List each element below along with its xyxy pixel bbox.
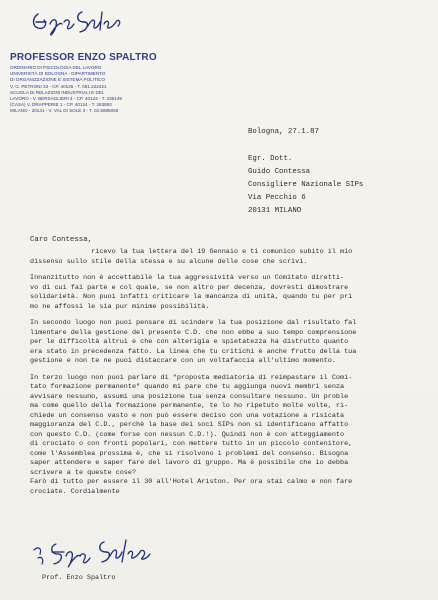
- text-line: era stato in precedenza fatto. La linea che tu critichi è anche frutto della tua: [30, 347, 357, 356]
- text-line: con questo C.D. (come forse con nessun C.D.!). Quindi non è con atteggiamento: [30, 430, 345, 439]
- letter-paragraph: [30, 274, 430, 312]
- text-line: scrivere a te queste cose?: [30, 468, 137, 477]
- letterhead-details: [10, 65, 150, 115]
- text-line: vo di cui fai parte e col quale, se non altro per decenza, dovresti dimostrare: [30, 283, 349, 292]
- letterhead-line: UNIVERSITÀ DI BOLOGNA - DIPARTIMENTO: [10, 71, 106, 77]
- letterhead-line: (CASA) V. DRAPPERIE 1 - CP. 40124 - T. 263892: [10, 102, 112, 108]
- address-line: Consigliere Nazionale SIPs: [248, 181, 364, 189]
- handwritten-signature-header: [30, 4, 130, 44]
- letter-date: Bologna, 27.1.87: [248, 128, 319, 136]
- letterhead-line: MILANO - 20141 - V. VAL DI SOLE 3 - T. 02.5695055: [10, 108, 119, 114]
- signature-name: Prof. Enzo Spaltro: [42, 574, 116, 582]
- letterhead-name: PROFESSOR ENZO SPALTRO: [10, 52, 157, 63]
- address-line: Guido Contessa: [248, 168, 311, 176]
- text-line: Farò di tutto per essere il 30 all'Hotel Ariston. Per ora stai calmo e non fare: [30, 478, 353, 486]
- text-line: chiede un consenso vasto e non può essere deciso con una votazione a risicata: [30, 411, 345, 420]
- text-line: In terzo luogo non puoi parlare di "proposta mediatoria di reimpastare il Comi-: [30, 373, 353, 382]
- text-line: mo ne affossi le sia pur minime possibilità.: [30, 302, 210, 311]
- text-line: ma come quello della formazione permanente, te lo ho ripetuto molte volte, ri-: [30, 402, 349, 410]
- text-line: limentare della gestione del presente C.D. che non ebbe a suo tempo comprensione: [30, 328, 357, 337]
- text-line: ricevo la tua lettera del 19 Gennaio e ti comunico subito il mio: [30, 248, 353, 256]
- letter-paragraph: [30, 374, 430, 498]
- text-line: avvisare nessuno, assumi una posizione tua senza consultare nessuno. Un proble: [30, 392, 349, 401]
- letterhead-line: V. G. PETRONI 33 - CP. 40126 - T. 051.222421: [10, 83, 107, 89]
- address-line: 20131 MILANO: [248, 207, 302, 215]
- text-line: gestione e non te ne puoi distaccare con un voltafaccia all'ultimo momento.: [30, 357, 336, 365]
- address-line: Egr. Dott.: [248, 155, 293, 163]
- text-line: Innanzitutto non è accettabile la tua aggressività verso un Comitato diretti-: [30, 274, 345, 282]
- text-line: solidarietà. Non puoi infatti criticare la mancanza di unità, quando tu per pri: [30, 293, 353, 301]
- text-line: di crociato o con fronti popolari, con mettere tutto in un piccolo contenitore,: [30, 440, 353, 448]
- text-line: In secondo luogo non puoi pensare di scindere la tua posizione dal risultato fal: [30, 319, 357, 327]
- letterhead-line: ORDINARIO DI PSICOLOGIA DEL LAVORO: [10, 65, 102, 70]
- letterhead-line: DI ORGANIZZAZIONE E SISTEMA POLITICO: [10, 77, 105, 83]
- handwritten-signature-footer: [30, 536, 170, 576]
- letter-body: [30, 248, 430, 504]
- text-line: crociate. Cordialmente: [30, 487, 120, 496]
- letter-paragraph: [30, 319, 430, 367]
- text-line: saper attendere e saper fare del lavoro di gruppo. Ma è possibile che io debba: [30, 459, 349, 467]
- text-line: come l'Assemblea prossima è, che si risolvono i problemi del consenso. Bisogna: [30, 449, 349, 458]
- letterhead-line: LAVORO - V. BERSAGLIERI 4 - CP. 40124 - T. 235149: [10, 96, 122, 102]
- letterhead-line: SCUOLA DI RELAZIONI INDUSTRIALI E DEL: [10, 89, 105, 95]
- text-line: dissenso sullo stile della stessa e su alcune delle cose che scrivi.: [30, 257, 308, 266]
- text-line: per le difficoltà altrui e che con alterigia e spietatezza ha distrutto quanto: [30, 338, 349, 346]
- text-line: tato formazione permanente" quando mi pare che tu aggiunga nuovi membri senza: [30, 383, 345, 391]
- text-line: maggioranza del C.D., perchè la base dei soci SIPs non si identificano affatto: [30, 421, 349, 429]
- salutation: Caro Contessa,: [30, 236, 93, 244]
- address-line: Via Pecchio 6: [248, 194, 306, 202]
- recipient-address: [248, 153, 363, 218]
- letter-paragraph: [30, 248, 430, 267]
